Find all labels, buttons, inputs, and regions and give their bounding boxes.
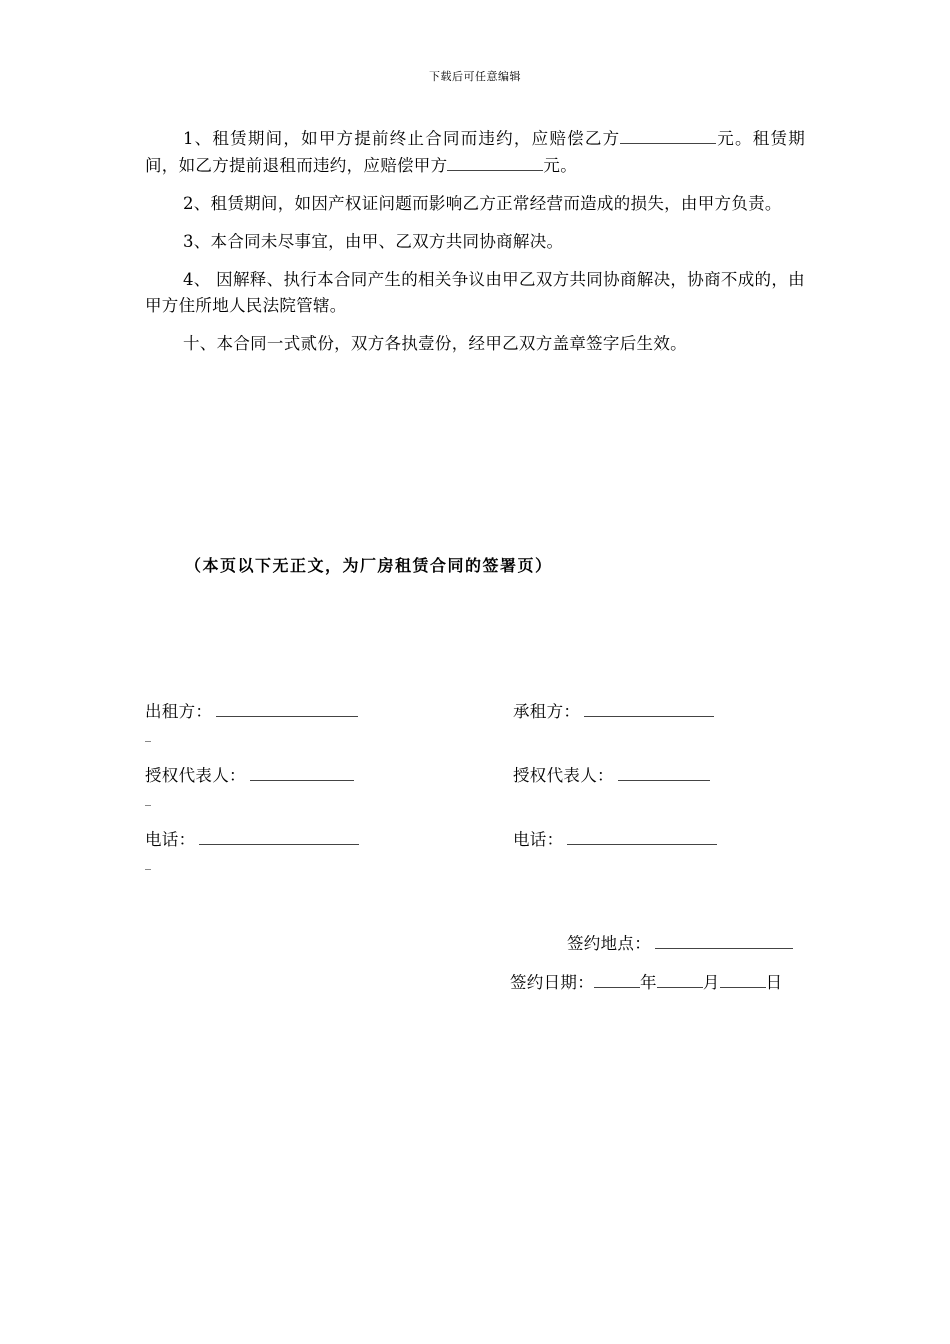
lessor-phone-field[interactable]	[199, 826, 359, 845]
lessee-phone-field[interactable]	[567, 826, 717, 845]
lessor-phone-row	[145, 826, 359, 850]
lessor-row	[145, 698, 358, 722]
blank-compensation-to-b[interactable]	[620, 125, 716, 144]
signing-day-field[interactable]	[720, 969, 766, 988]
clause-1	[145, 125, 805, 179]
lessee-row	[513, 698, 714, 722]
lessor-field[interactable]	[216, 698, 358, 717]
lessee-field[interactable]	[584, 698, 714, 717]
lessor-phone-dash: _	[145, 856, 151, 870]
signing-place-field[interactable]	[655, 930, 793, 949]
signing-date-row	[510, 969, 782, 993]
lessee-phone-label: 电话：	[513, 830, 564, 849]
lessor-rep-dash: _	[145, 792, 151, 806]
year-label: 年	[640, 973, 657, 992]
day-label: 日	[765, 973, 783, 992]
lessor-label: 出租方：	[145, 702, 213, 721]
clause-4: 4、 因解释、执行本合同产生的相关争议由甲乙双方共同协商解决，协商不成的，由甲方住所地人民法院管辖。	[145, 270, 805, 315]
lessee-rep-label: 授权代表人：	[513, 766, 614, 785]
lessor-rep-label: 授权代表人：	[145, 766, 246, 785]
lessor-rep-row	[145, 762, 354, 786]
signing-date-label: 签约日期：	[510, 973, 594, 992]
clause-2: 2、租赁期间，如因产权证问题而影响乙方正常经营而造成的损失，由甲方负责。	[182, 194, 782, 213]
blank-compensation-to-a[interactable]	[447, 152, 543, 171]
lessor-rep-field[interactable]	[250, 762, 354, 781]
signing-place-label: 签约地点：	[567, 934, 651, 953]
lessee-phone-row	[513, 826, 717, 850]
lessee-label: 承租方：	[513, 702, 581, 721]
signing-month-field[interactable]	[657, 969, 703, 988]
contract-body	[145, 125, 805, 369]
lessor-dash: _	[145, 728, 151, 742]
signing-year-field[interactable]	[594, 969, 640, 988]
clause-10: 十、本合同一式贰份，双方各执壹份，经甲乙双方盖章签字后生效。	[182, 334, 687, 353]
lessor-phone-label: 电话：	[145, 830, 196, 849]
signing-place-row	[567, 930, 793, 954]
lessee-rep-row	[513, 762, 710, 786]
clause-1-part-b: 元。租赁期间，如乙方提前退租而违约，应赔偿甲方	[145, 129, 806, 175]
clause-3: 3、本合同未尽事宜，由甲、乙双方共同协商解决。	[182, 232, 564, 251]
signature-page-note: （本页以下无正文，为厂房租赁合同的签署页）	[185, 556, 553, 575]
lessee-rep-field[interactable]	[618, 762, 710, 781]
month-label: 月	[702, 973, 720, 992]
clause-1-part-a: 1、租赁期间，如甲方提前终止合同而违约，应赔偿乙方	[182, 129, 621, 148]
clause-1-part-c: 元。	[543, 156, 578, 175]
page-header: 下载后可任意编辑	[429, 70, 521, 83]
